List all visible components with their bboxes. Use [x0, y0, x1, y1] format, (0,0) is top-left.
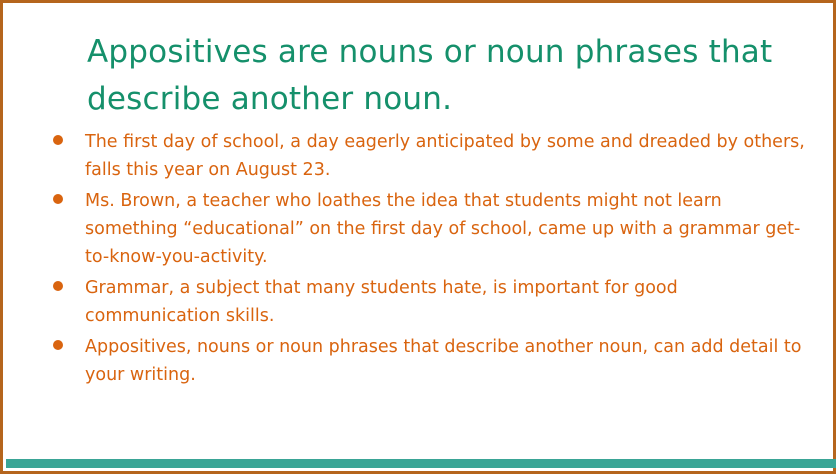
bullet-icon: [53, 194, 63, 204]
bullet-text: Ms. Brown, a teacher who loathes the idea that students might not learn something “educational” on the first day of school, came up with a grammar get-to-know-you-activity.: [85, 191, 801, 267]
bullet-text: Grammar, a subject that many students hate, is important for good communication skills.: [85, 278, 678, 326]
bottom-accent-bar: [6, 459, 836, 468]
bullet-text: Appositives, nouns or noun phrases that describe another noun, can add detail to your writing.: [85, 337, 802, 385]
bullet-list: [49, 128, 809, 392]
bullet-text: The first day of school, a day eagerly anticipated by some and dreaded by others, falls this year on August 23.: [85, 132, 805, 180]
list-item: [49, 128, 809, 184]
bullet-icon: [53, 281, 63, 291]
bullet-icon: [53, 340, 63, 350]
slide-title: Appositives are nouns or noun phrases that describe another noun.: [87, 34, 773, 117]
bullet-icon: [53, 135, 63, 145]
list-item: [49, 187, 809, 271]
list-item: [49, 274, 809, 330]
list-item: [49, 333, 809, 389]
